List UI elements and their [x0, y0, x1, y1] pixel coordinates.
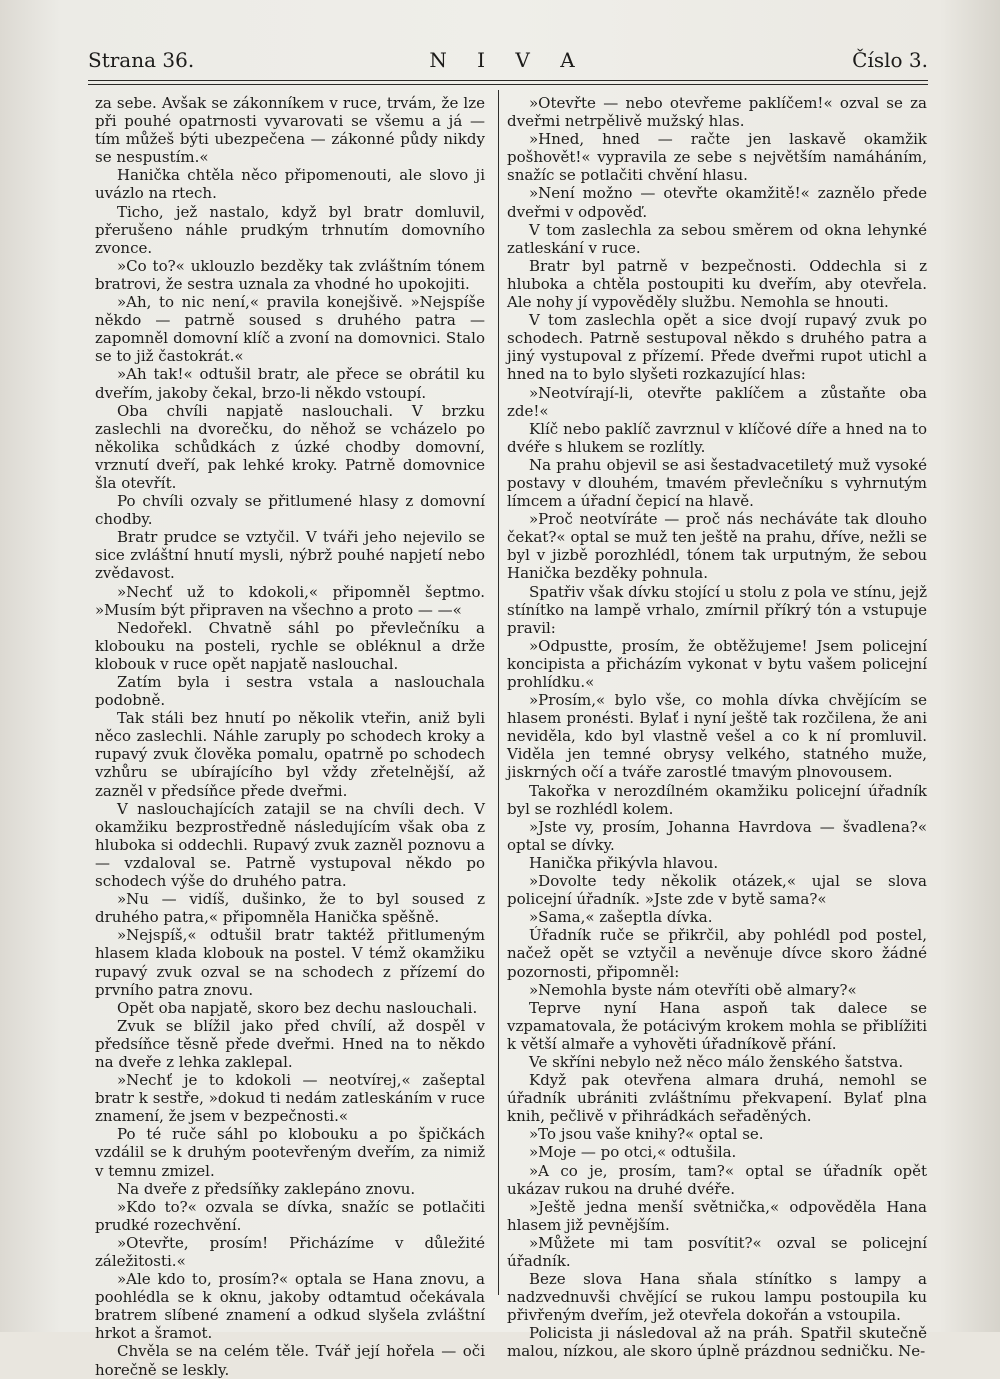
page-number: Strana 36.	[88, 48, 195, 72]
paragraph: »Otevřte, prosím! Přicházíme v důležité záležitosti.«	[95, 1233, 485, 1270]
paragraph: Na dveře z předsíňky zaklepáno znovu.	[117, 1179, 416, 1198]
paragraph: Klíč nebo paklíč zavrznul v klíčové díře a hned na to dvéře s hlukem se rozlítly.	[507, 419, 927, 456]
paragraph: Tak stáli bez hnutí po několik vteřin, aniž byli něco zaslechli. Náhle zaruply po schodech kroky a rupavý zvuk člověka pomalu, opatrně po schodech vzhůru se ubírajícího byl vždy zřetelnější, až zazněl v předsíňce přede dveřmi.	[95, 709, 485, 800]
paragraph: »Ah tak!« odtušil bratr, ale přece se obrátil ku dveřím, jakoby čekal, brzo-li někdo vstoupí.	[95, 365, 485, 402]
header-rule-top	[88, 80, 928, 81]
paragraph: »Co to?« uklouzlo bezděky tak zvláštním tónem bratrovi, že sestra uznala za vhodné ho upokojiti.	[95, 256, 485, 293]
paragraph: Ticho, jež nastalo, když byl bratr domluvil, přerušeno náhle prudkým trhnutím domovního zvonce.	[95, 202, 485, 257]
paragraph: »Proč neotvíráte — proč nás necháváte tak dlouho čekat?« optal se muž ten ještě na prahu, dříve, nežli se byl v jizbě porozhlédl, tónem tak urputným, že sebou Hanička bezděky pohnula.	[507, 510, 927, 583]
paragraph: »Ale kdo to, prosím?« optala se Hana znovu, a poohlédla se k oknu, jakoby odtamtud očekávala bratrem slíbené znamení a odkud slyšela zvláštní hrkot a šramot.	[95, 1270, 485, 1343]
paragraph: Na prahu objevil se asi šestadvacetiletý muž vysoké postavy v dlouhém, tmavém převlečníku s vyhrnutým límcem a úřadní čepicí na hlavě.	[507, 455, 927, 511]
paragraph: »Můžete mi tam posvítit?« ozval se policejní úřadník.	[507, 1233, 927, 1270]
paragraph: Beze slova Hana sňala stínítko s lampy a nadzvednuvši chvějící se rukou lampu postoupila ku přivřeným dveřím, jež otevřela dokořán a vstoupila.	[507, 1270, 927, 1325]
paragraph: Nedořekl. Chvatně sáhl po převlečníku a klobouku na posteli, rychle se obléknul a drže klobouk v ruce opět napjatě naslouchal.	[95, 618, 485, 673]
paragraph: Oba chvíli napjatě naslouchali. V brzku zaslechli na dvorečku, do něhož se vcházelo po několika schůdkách z úzké chodby domovní, vrznutí dveří, pak lehké kroky. Patrně domovnice šla otevřít.	[95, 401, 485, 492]
paragraph: »Moje — po otci,« odtušila.	[529, 1143, 737, 1162]
paragraph: »Otevřte — nebo otevřeme paklíčem!« ozval se za dveřmi netrpělivě mužský hlas.	[507, 94, 927, 131]
paragraph: »Nejspíš,« odtušil bratr taktéž přitlumeným hlasem klada klobouk na postel. V témž okamžiku rupavý zvuk ozval se na schodech z přízemí do prvního patra znovu.	[95, 926, 485, 999]
paragraph: Chvěla se na celém těle. Tvář její hořela — oči horečně se leskly.	[95, 1342, 485, 1379]
paragraph: »A co je, prosím, tam?« optal se úřadník opět ukázav rukou na druhé dvéře.	[507, 1161, 927, 1198]
paragraph: Po chvíli ozvaly se přitlumené hlasy z domovní chodby.	[95, 492, 485, 529]
paragraph: »Nemohla byste nám otevříti obě almary?«	[529, 980, 857, 999]
issue-number: Číslo 3.	[852, 48, 928, 72]
paragraph: Když pak otevřena almara druhá, nemohl se úřadník ubrániti zvláštnímu překvapení. Bylať plna knih, pečlivě v přihrádkách seřaděných.	[507, 1071, 927, 1126]
paragraph: »Nechť už to kdokoli,« připomněl šeptmo. »Musím být připraven na všechno a proto — —«	[95, 582, 485, 619]
paragraph: »Ještě jedna menší světnička,« odpověděla Hana hlasem již pevnějším.	[507, 1197, 927, 1234]
paragraph: Ve skříni nebylo než něco málo ženského šatstva.	[529, 1052, 904, 1071]
header-rule-bottom	[88, 84, 928, 85]
paragraph: »Dovolte tedy několik otázek,« ujal se slova policejní úřadník. »Jste zde v bytě sama?«	[507, 872, 927, 909]
paragraph: za sebe. Avšak se zákonníkem v ruce, trvám, že lze při pouhé opatrnosti vyvarovati se všemu a já — tím můžeš býti ubezpečena — zákonné půdy nikdy se nespustím.«	[95, 94, 485, 167]
paragraph: Hanička chtěla něco připomenouti, ale slovo ji uvázlo na rtech.	[95, 166, 485, 203]
paragraph: Policista ji následoval až na práh. Spatřil skutečně malou, nízkou, ale skoro úplně prázdnou sedničku. Ne-	[507, 1324, 927, 1361]
paragraph: Zvuk se blížil jako před chvílí, až dospěl v předsíňce těsně přede dveřmi. Hned na to někdo na dveře z lehka zaklepal.	[95, 1016, 485, 1071]
paragraph: »Neotvírají-li, otevřte paklíčem a zůstaňte oba zde!«	[507, 383, 927, 420]
paragraph: Bratr prudce se vztyčil. V tváři jeho nejevilo se sice zvláštní hnutí mysli, nýbrž pouhé napjetí nebo zvědavost.	[95, 528, 485, 583]
paragraph: V tom zaslechla opět a sice dvojí rupavý zvuk po schodech. Patrně sestupoval někdo s druhého patra a jiný vystupoval z přízemí. Přede dveřmi rupot utichl a hned na to bylo slyšeti rozkazující hlas:	[507, 311, 927, 384]
paragraph: »Není možno — otevřte okamžitě!« zaznělo přede dveřmi v odpověď.	[507, 184, 927, 221]
paragraph: Opět oba napjatě, skoro bez dechu naslouchali.	[117, 998, 478, 1017]
paragraph: »Hned, hned — račte jen laskavě okamžik pošhovět!« vypravila ze sebe s největším namáháním, snažíc se potlačiti chvění hlasu.	[507, 130, 927, 185]
paragraph: Teprve nyní Hana aspoň tak dalece se vzpamatovala, že potácivým krokem mohla se přiblížiti k větší almaře a vyhověti úřadníkově přání.	[507, 998, 927, 1053]
paragraph: »Ah, to nic není,« pravila konejšivě. »Nejspíše někdo — patrně soused s druhého patra — zapomněl domovní klíč a zvoní na domovnici. Stalo se to již častokrát.«	[95, 293, 485, 366]
page-header	[88, 48, 928, 78]
paragraph: Zatím byla i sestra vstala a naslouchala podobně.	[95, 673, 485, 710]
paragraph: Po té ruče sáhl po klobouku a po špičkách vzdálil se k druhým pootevřeným dveřím, za nimiž v temnu zmizel.	[95, 1125, 485, 1180]
paragraph: V naslouchajících zatajil se na chvíli dech. V okamžiku bezprostředně následujícím však oba z hluboka si oddechli. Rupavý zvuk zazněl poznovu a — vzdaloval se. Patrně vystupoval někdo po schodech výše do druhého patra.	[95, 799, 485, 891]
right-text-column	[507, 94, 927, 1361]
magazine-title: N I V A	[429, 48, 587, 72]
paragraph: »Sama,« zašeptla dívka.	[529, 908, 713, 927]
paragraph: »Prosím,« bylo vše, co mohla dívka chvějícím se hlasem pronésti. Bylať i nyní ještě tak rozčilena, že ani neviděla, kdo byl vlastně vešel a co k ní promluvil. Viděla jen temné obrysy velkého, statného muže, jiskrných očí a tváře zarostlé tmavým plnovousem.	[507, 691, 927, 782]
paragraph: »Nu — vidíš, dušinko, že to byl soused z druhého patra,« připomněla Hanička spěšně.	[95, 890, 485, 927]
paragraph: »Nechť je to kdokoli — neotvírej,« zašeptal bratr k sestře, »dokud ti nedám zatleskáním v ruce znamení, že jsem v bezpečnosti.«	[95, 1071, 485, 1126]
paragraph: »Jste vy, prosím, Johanna Havrdova — švadlena?« optal se dívky.	[507, 817, 927, 854]
paragraph: Spatřiv však dívku stojící u stolu z pola ve stínu, jejž stínítko na lampě vrhalo, zmírnil příkrý tón a vstupuje pravil:	[507, 582, 927, 637]
paragraph: »To jsou vaše knihy?« optal se.	[529, 1125, 764, 1144]
paragraph: V tom zaslechla za sebou směrem od okna lehynké zatleskání v ruce.	[507, 220, 927, 257]
paragraph: Úřadník ruče se přikrčil, aby pohlédl pod postel, načež opět se vztyčil a nevěnuje dívce skoro žádné pozornosti, připomněl:	[507, 926, 927, 981]
paragraph: Takořka v nerozdílném okamžiku policejní úřadník byl se rozhlédl kolem.	[507, 781, 927, 818]
paragraph: Bratr byl patrně v bezpečnosti. Oddechla si z hluboka a chtěla postoupiti ku dveřím, aby otevřela. Ale nohy jí vypověděly službu. Nemohla se hnouti.	[507, 256, 927, 312]
paragraph: »Odpustte, prosím, že obtěžujeme! Jsem policejní koncipista a přicházím vykonat v bytu vašem policejní prohlídku.«	[507, 636, 927, 691]
paragraph: Hanička přikývla hlavou.	[529, 853, 719, 872]
left-text-column	[95, 94, 485, 1379]
column-divider	[498, 90, 499, 1295]
paragraph: »Kdo to?« ozvala se dívka, snažíc se potlačiti prudké rozechvění.	[95, 1197, 485, 1234]
